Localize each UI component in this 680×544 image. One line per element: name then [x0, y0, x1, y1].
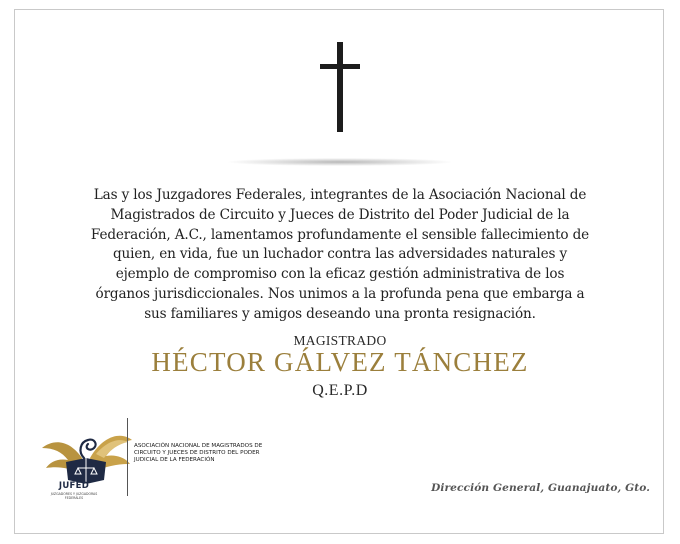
cross-vertical-bar — [337, 42, 343, 132]
deceased-name: HÉCTOR GÁLVEZ TÁNCHEZ — [151, 347, 529, 377]
honor-title: MAGISTRADO — [293, 333, 387, 348]
logo-divider — [127, 418, 128, 496]
cross-horizontal-bar — [320, 64, 360, 69]
location-signature: Dirección General, Guanajuato, Gto. — [431, 482, 650, 494]
cross-icon — [320, 42, 360, 132]
qepd-label: Q.E.P.D — [312, 382, 368, 399]
decorative-shadow-divider — [228, 158, 452, 166]
logo-tagline: JUZGADORES Y JUZGADORAS FEDERALES — [50, 492, 98, 500]
condolence-message: Las y los Juzgadores Federales, integrantes de la Asociación Nacional de Magistrados de Circuito y Jueces de Distrito del Poder Judicial de la Federación, A.C., lamentamos profundamente el sensible fallecimiento de quien, en vida, fue un luchador contra las adversidades naturales y ejemplo de compromiso con la eficaz gestión administrativa de los órganos jurisdiccionales. Nos unimos a la profunda pena que embarga a sus familiares y amigos deseando una pronta resignación. — [90, 187, 590, 322]
logo-name: JUFED — [58, 481, 90, 491]
association-name: ASOCIACIÓN NACIONAL DE MAGISTRADOS DE CIRCUITO Y JUECES DE DISTRITO DEL PODER JUDICIAL DE LA FEDERACIÓN — [134, 443, 263, 463]
